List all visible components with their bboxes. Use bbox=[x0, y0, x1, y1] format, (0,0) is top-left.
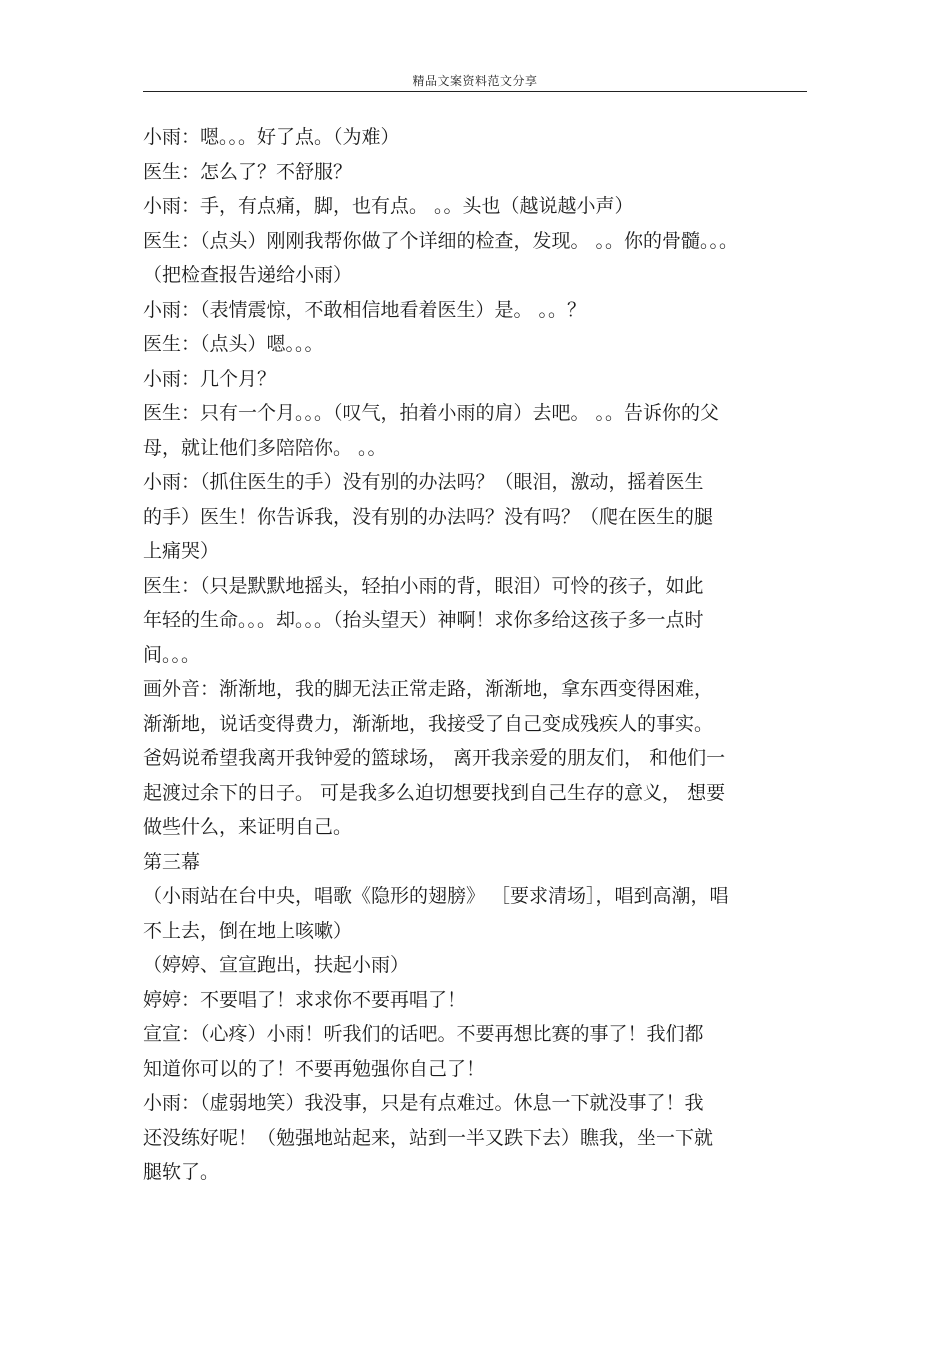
script-line: 腿软了。 bbox=[143, 1161, 220, 1183]
script-body bbox=[143, 120, 811, 1190]
script-line: 小雨：手，有点痛，脚，也有点。 。。头也（越说越小声） bbox=[143, 195, 634, 217]
script-line: 婷婷：不要唱了！求求你不要再唱了！ bbox=[143, 988, 467, 1011]
script-line: 小雨：（虚弱地笑）我没事，只是有点难过。休息一下就没事了！我 bbox=[143, 1092, 704, 1114]
script-line: 画外音：渐渐地，我的脚无法正常走路，渐渐地，拿东西变得困难， bbox=[143, 678, 714, 700]
script-line: 间。。。 bbox=[143, 643, 201, 666]
script-line: 年轻的生命。。。却。。。（抬头望天）神啊！求你多给这孩子多一点时 bbox=[143, 609, 704, 631]
script-line: 渐渐地，说话变得费力，渐渐地，我接受了自己变成残疾人的事实。 bbox=[143, 712, 714, 735]
script-line: （婷婷、宣宣跑出，扶起小雨） bbox=[143, 954, 410, 976]
script-line: 做些什么，来证明自己。 bbox=[143, 816, 353, 838]
script-line: 宣宣：（心疼）小雨！听我们的话吧。不要再想比赛的事了！我们都 bbox=[143, 1023, 704, 1045]
script-line: 爸妈说希望我离开我钟爱的篮球场， 离开我亲爱的朋友们， 和他们一 bbox=[143, 747, 726, 769]
script-line: （把检查报告递给小雨） bbox=[143, 264, 353, 286]
script-line: 上痛哭） bbox=[143, 540, 220, 562]
page-header bbox=[143, 58, 807, 92]
script-line: 小雨：嗯。。。好了点。（为难） bbox=[143, 126, 400, 148]
script-line: 起渡过余下的日子。 可是我多么迫切想要找到自己生存的意义， 想要 bbox=[143, 781, 726, 804]
script-line: 医生：（只是默默地摇头，轻拍小雨的背，眼泪）可怜的孩子，如此 bbox=[143, 574, 704, 597]
script-line: 还没练好呢！（勉强地站起来，站到一半又跌下去）瞧我，坐一下就 bbox=[143, 1126, 714, 1149]
script-line: 知道你可以的了！不要再勉强你自己了！ bbox=[143, 1057, 486, 1080]
script-line: 小雨：（抓住医生的手）没有别的办法吗？（眼泪，激动，摇着医生 bbox=[143, 471, 704, 493]
script-line: 医生：只有一个月。。。（叹气，拍着小雨的肩）去吧。 。。告诉你的父 bbox=[143, 402, 720, 424]
script-line: 母，就让他们多陪陪你。 。。 bbox=[143, 436, 387, 459]
script-line: 小雨：（表情震惊，不敢相信地看着医生）是。 。。？ bbox=[143, 298, 587, 321]
act-heading: 第三幕 bbox=[143, 850, 201, 873]
page-header-title: 精品文案资料范文分享 bbox=[412, 74, 538, 88]
script-line: 不上去，倒在地上咳嗽） bbox=[143, 919, 353, 942]
script-line: 小雨：几个月？ bbox=[143, 367, 277, 390]
script-line: （小雨站在台中央，唱歌《隐形的翅膀》 ［要求清场］，唱到高潮，唱 bbox=[143, 885, 729, 907]
script-line: 医生：怎么了？不舒服？ bbox=[143, 160, 353, 183]
script-line: 医生：（点头）刚刚我帮你做了个详细的检查，发现。 。。你的骨髓。。。 bbox=[143, 229, 739, 252]
script-line: 的手）医生！你告诉我，没有别的办法吗？没有吗？（爬在医生的腿 bbox=[143, 505, 714, 528]
script-line: 医生：（点头）嗯。。。 bbox=[143, 333, 324, 355]
